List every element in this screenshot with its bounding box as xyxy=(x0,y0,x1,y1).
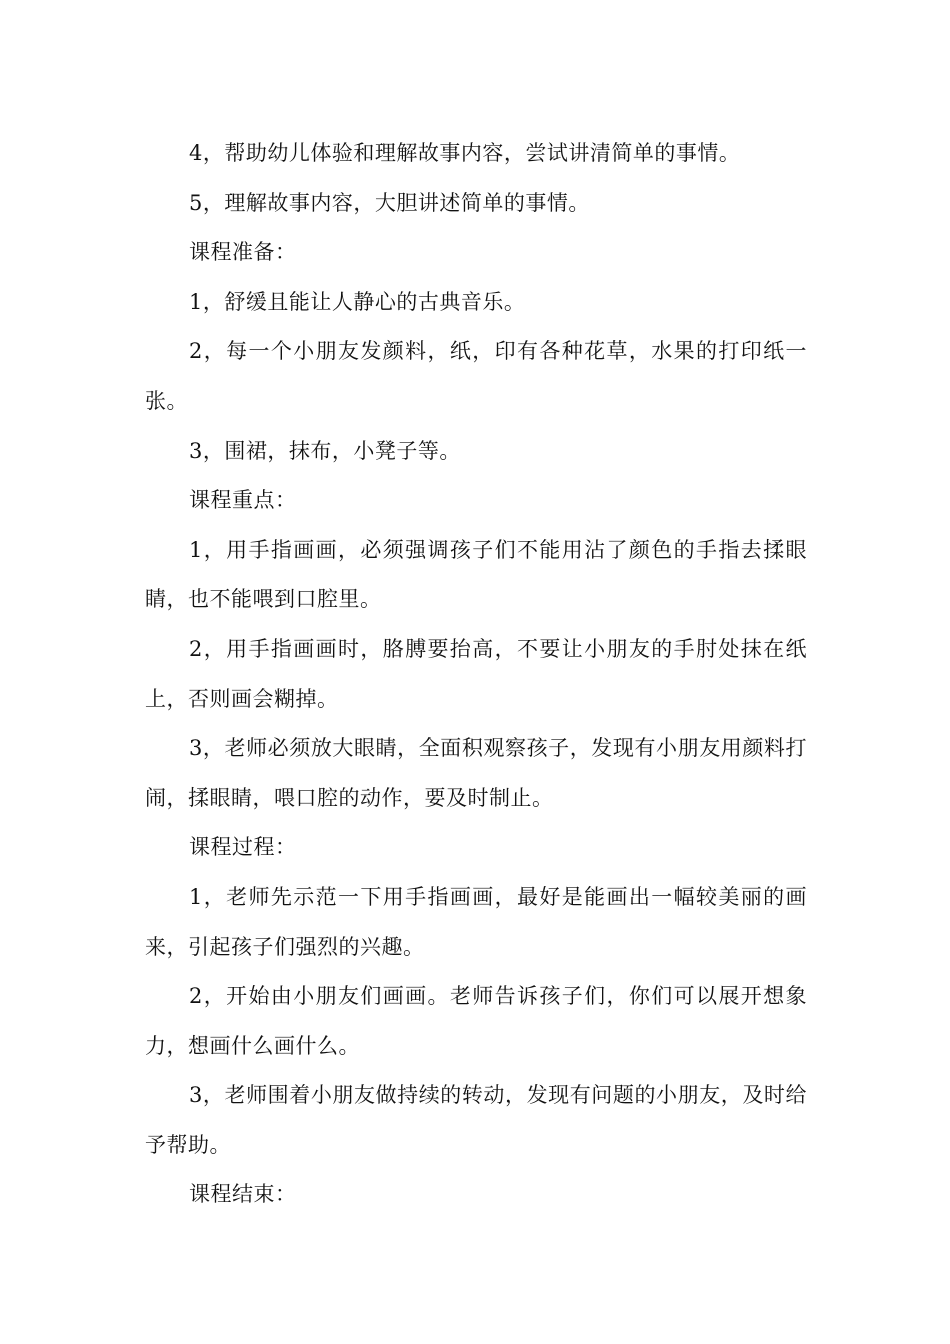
list-item-key-point-1: 1，用手指画画，必须强调孩子们不能用沾了颜色的手指去揉眼睛，也不能喂到口腔里。 xyxy=(145,537,807,612)
list-item-preparation-3: 3，围裙，抹布，小凳子等。 xyxy=(189,438,461,463)
section-heading-conclusion: 课程结束： xyxy=(189,1182,297,1207)
list-item-preparation-2: 2，每一个小朋友发颜料，纸，印有各种花草，水果的打印纸一张。 xyxy=(145,339,807,413)
document-body xyxy=(145,129,807,1220)
list-item-process-2: 2，开始由小朋友们画画。老师告诉孩子们，你们可以展开想象力，想画什么画什么。 xyxy=(145,984,807,1058)
list-item-key-point-3: 3，老师必须放大眼睛，全面积观察孩子，发现有小朋友用颜料打闹，揉眼睛，喂口腔的动作，要及时制止。 xyxy=(145,736,807,810)
list-item-key-point-2: 2，用手指画画时，胳膊要抬高，不要让小朋友的手肘处抹在纸上，否则画会糊掉。 xyxy=(145,636,807,711)
section-heading-process: 课程过程： xyxy=(189,835,297,860)
section-heading-preparation: 课程准备： xyxy=(189,240,297,265)
list-item-preparation-1: 1，舒缓且能让人静心的古典音乐。 xyxy=(189,289,526,314)
section-heading-key-points: 课程重点： xyxy=(189,488,297,513)
list-item-goal-4: 4，帮助幼儿体验和理解故事内容，尝试讲清简单的事情。 xyxy=(189,141,741,165)
list-item-goal-5: 5，理解故事内容，大胆讲述简单的事情。 xyxy=(189,190,590,215)
list-item-process-1: 1，老师先示范一下用手指画画，最好是能画出一幅较美丽的画来，引起孩子们强烈的兴趣。 xyxy=(145,884,807,959)
list-item-process-3: 3，老师围着小朋友做持续的转动，发现有问题的小朋友，及时给予帮助。 xyxy=(145,1083,807,1157)
